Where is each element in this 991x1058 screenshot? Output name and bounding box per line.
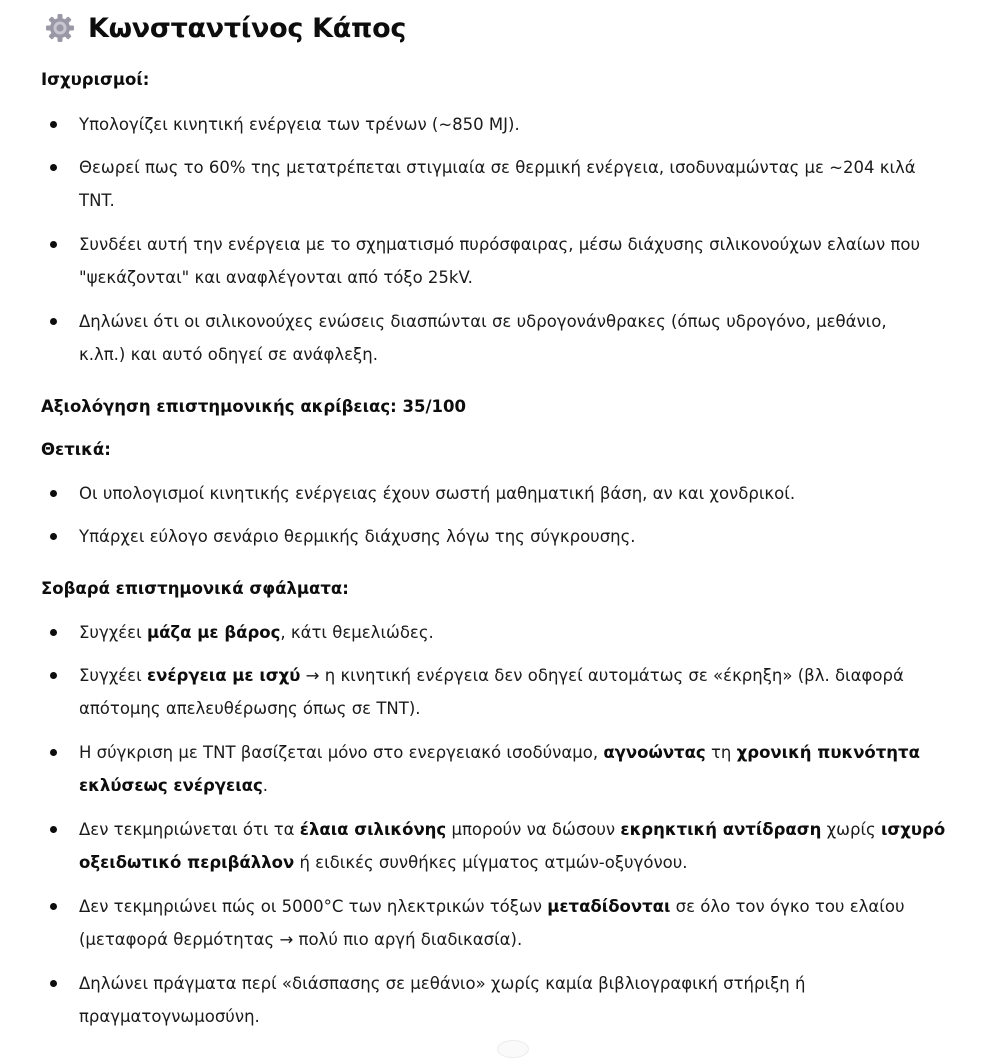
list-item <box>79 108 964 141</box>
bullet-icon <box>50 490 57 497</box>
list-item <box>79 813 964 879</box>
list-item <box>79 305 964 371</box>
list-item-text: Υπολογίζει κινητική ενέργεια των τρένων (~850 MJ). <box>79 115 520 134</box>
section-heading-positives: Θετικά: <box>41 440 111 459</box>
list-item <box>79 616 964 649</box>
bullet-icon <box>50 318 57 325</box>
list-item-text: Οι υπολογισμοί κινητικής ενέργειας έχουν σωστή μαθηματική βάση, αν και χονδρικοί. <box>79 484 796 503</box>
bullet-icon <box>50 533 57 540</box>
list-item-text: εκλύσεως ενέργειας. <box>79 776 269 795</box>
bullet-icon <box>50 826 57 833</box>
list-item <box>79 967 964 1033</box>
list-item-text: κ.λπ.) και αυτό οδηγεί σε ανάφλεξη. <box>79 345 378 364</box>
list-item <box>79 736 964 802</box>
list-item-text: "ψεκάζονται" και αναφλέγονται από τόξο 25kV. <box>79 268 473 287</box>
bullet-icon <box>50 749 57 756</box>
list-item-text: απότομης απελευθέρωσης όπως σε TNT). <box>79 699 421 718</box>
list-item-text: Δηλώνει πράγματα περί «διάσπασης σε μεθάνιο» χωρίς καμία βιβλιογραφική στήριξη ή <box>79 974 806 993</box>
list-item-text: Υπάρχει εύλογο σενάριο θερμικής διάχυσης λόγω της σύγκρουσης. <box>79 527 636 546</box>
list-item <box>79 890 964 956</box>
list-item-text: πραγματογνωμοσύνη. <box>79 1007 260 1026</box>
list-item-text: Συνδέει αυτή την ενέργεια με το σχηματισμό πυρόσφαιρας, μέσω διάχυσης σιλικονούχων ελαίων που <box>79 235 921 254</box>
list-item <box>79 477 964 510</box>
list-item-text: Η σύγκριση με TNT βασίζεται μόνο στο ενεργειακό ισοδύναμο, αγνοώντας τη χρονική πυκνότητα <box>79 743 920 762</box>
list-item-text: (μεταφορά θερμότητας → πολύ πιο αργή διαδικασία). <box>79 930 523 949</box>
section-heading-errors: Σοβαρά επιστημονικά σφάλματα: <box>41 579 349 598</box>
gear-icon <box>44 12 76 44</box>
list-item <box>79 151 964 217</box>
assessment-score: Αξιολόγηση επιστημονικής ακρίβειας: 35/100 <box>41 397 466 416</box>
list-item-text: Θεωρεί πως το 60% της μετατρέπεται στιγμιαία σε θερμική ενέργεια, ισοδυναμώντας με ~204 κιλά <box>79 158 916 177</box>
list-item-text: Συγχέει ενέργεια με ισχύ → η κινητική ενέργεια δεν οδηγεί αυτομάτως σε «έκρηξη» (βλ. διαφορά <box>79 666 904 685</box>
bullet-icon <box>50 980 57 987</box>
list-item-text: Δεν τεκμηριώνεται ότι τα έλαια σιλικόνης μπορούν να δώσουν εκρηκτική αντίδραση χωρίς ισχυρό <box>79 820 946 839</box>
section-heading-claims: Ισχυρισμοί: <box>41 70 150 89</box>
bullet-icon <box>50 121 57 128</box>
list-item-text: TNT. <box>79 191 115 210</box>
list-item-text: οξειδωτικό περιβάλλον ή ειδικές συνθήκες μίγματος ατμών-οξυγόνου. <box>79 853 688 872</box>
bullet-icon <box>50 241 57 248</box>
bullet-icon <box>50 629 57 636</box>
list-item <box>79 228 964 294</box>
bullet-icon <box>50 672 57 679</box>
list-item <box>79 520 964 553</box>
page-title: Κωνσταντίνος Κάπος <box>88 12 407 44</box>
bullet-icon <box>50 903 57 910</box>
title-row <box>44 8 406 48</box>
scroll-indicator[interactable] <box>497 1040 529 1058</box>
list-item <box>79 659 964 725</box>
list-item-text: Δεν τεκμηριώνει πώς οι 5000°C των ηλεκτρικών τόξων μεταδίδονται σε όλο τον όγκο του ελαίου <box>79 897 905 916</box>
bullet-icon <box>50 164 57 171</box>
list-item-text: Δηλώνει ότι οι σιλικονούχες ενώσεις διασπώνται σε υδρογονάνθρακες (όπως υδρογόνο, μεθάνιο, <box>79 312 887 331</box>
list-item-text: Συγχέει μάζα με βάρος, κάτι θεμελιώδες. <box>79 623 434 642</box>
